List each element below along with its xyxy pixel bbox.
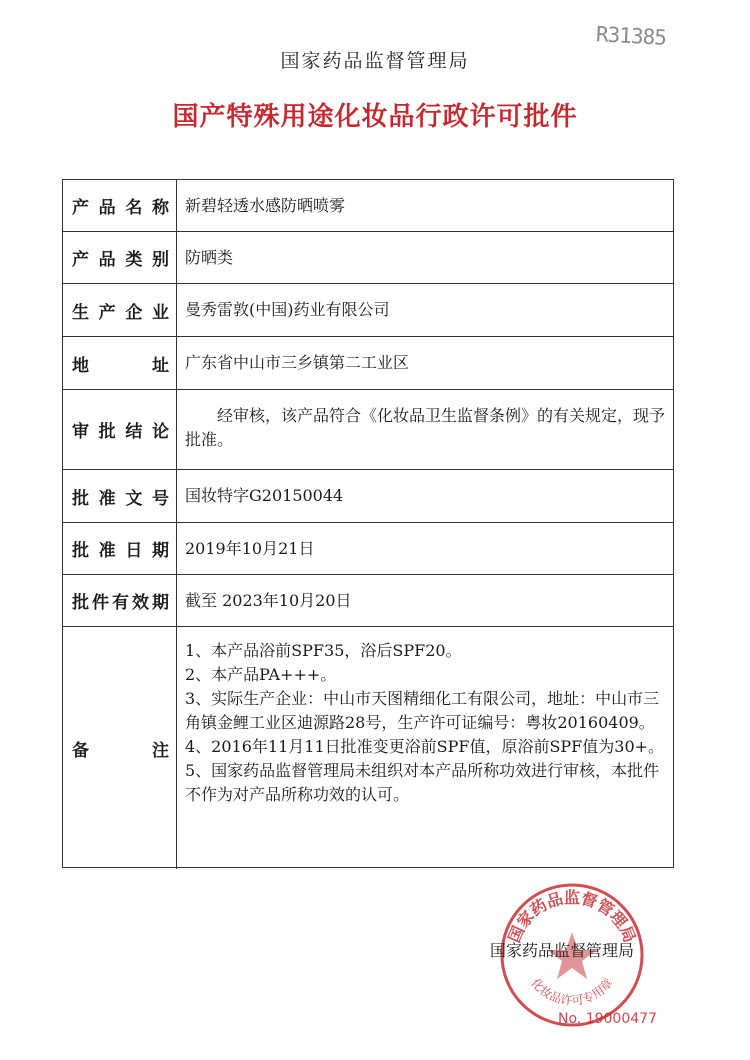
row-manufacturer xyxy=(63,284,673,337)
row-approval-number xyxy=(63,470,673,523)
footer-agency: 国家药品监督管理局 xyxy=(490,941,635,960)
value-approval-number: 国妆特字G20150044 xyxy=(185,486,344,505)
remarks-list xyxy=(185,639,665,807)
seal-bottom-text: 化妆品许可专用章 xyxy=(528,975,616,1008)
row-approval-conclusion xyxy=(63,390,673,470)
row-product-category xyxy=(63,232,673,284)
value-product-category: 防晒类 xyxy=(185,247,234,267)
remark-item: 4、2016年11月11日批准变更浴前SPF值，原浴前SPF值为30+。 xyxy=(185,737,665,756)
approval-table xyxy=(62,179,674,868)
remark-item: 2、本产品PA+++。 xyxy=(185,665,337,684)
value-validity-period: 截至 2023年10月20日 xyxy=(185,590,352,610)
value-approval-date: 2019年10月21日 xyxy=(185,538,315,558)
label-product-name: 产 品 名 称 xyxy=(63,180,177,231)
conclusion-text: 经审核，该产品符合《化妆品卫生监督条例》的有关规定，现予批准。 xyxy=(185,406,666,449)
agency-header: 国家药品监督管理局 xyxy=(280,50,470,72)
label-manufacturer: 生 产 企 业 xyxy=(63,284,177,336)
remark-item: 5、国家药品监督管理局未组织对本产品所称功效进行审核，本批件不作为对产品所称功效的认可。 xyxy=(185,761,660,804)
handwritten-code: R31385 xyxy=(595,22,667,50)
seal-top-text: 国家药品监督管理局 xyxy=(504,888,640,946)
label-approval-date: 批 准 日 期 xyxy=(63,523,177,574)
row-product-name xyxy=(63,180,673,232)
label-product-category: 产 品 类 别 xyxy=(63,232,177,283)
value-remarks xyxy=(177,627,673,869)
value-manufacturer: 曼秀雷敦(中国)药业有限公司 xyxy=(185,300,390,319)
label-remarks: 备 注 xyxy=(63,627,177,869)
remark-item: 3、实际生产企业：中山市天图精细化工有限公司，地址：中山市三角镇金鲤工业区迪源路28号，生产许可证编号：粤妆20160409。 xyxy=(185,689,660,732)
label-approval-conclusion: 审 批 结 论 xyxy=(63,390,177,469)
row-approval-date xyxy=(63,523,673,575)
document-title: 国产特殊用途化妆品行政许可批件 xyxy=(172,102,578,132)
label-approval-number: 批 准 文 号 xyxy=(63,470,177,522)
remark-item: 1、本产品浴前SPF35，浴后SPF20。 xyxy=(185,641,462,660)
row-validity-period xyxy=(63,575,673,627)
label-address: 地 址 xyxy=(63,337,177,389)
serial-number: No. 19000477 xyxy=(558,1011,657,1027)
label-validity-period: 批 件 有 效 期 xyxy=(63,575,177,626)
value-product-name: 新碧轻透水感防晒喷雾 xyxy=(185,195,346,215)
value-approval-conclusion xyxy=(177,390,673,469)
row-remarks xyxy=(63,627,673,869)
value-address: 广东省中山市三乡镇第二工业区 xyxy=(185,353,410,372)
row-address xyxy=(63,337,673,390)
